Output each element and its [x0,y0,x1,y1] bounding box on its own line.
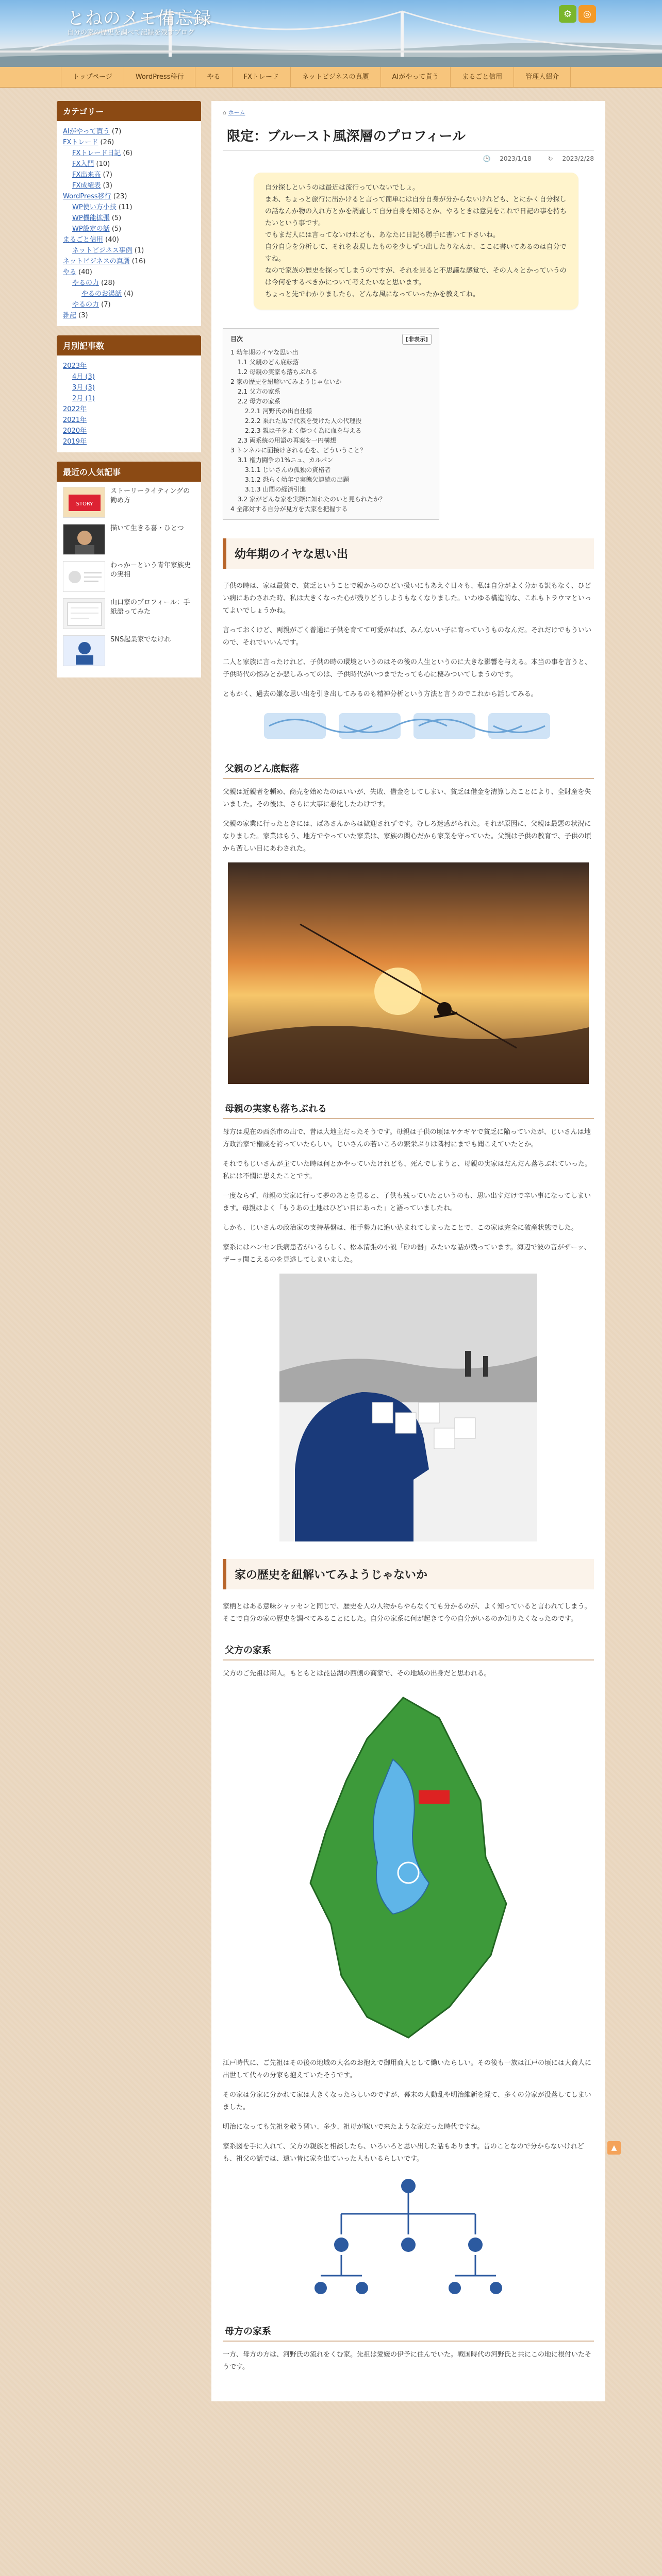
back-to-top-button[interactable]: ▲ [607,2141,621,2155]
clock-icon: 🕒 [483,155,491,162]
paragraph: 父方のご先祖は商人。もともとは琵琶湖の西側の商家で、その地域の出身だと思われる。 [223,1670,491,1677]
paragraph: その家は分家に分かれて家は大きくなったらしいのですが、幕末の大動乱や明治維新を経て、多くの分家が没落してしまいました。 [223,2091,591,2111]
paragraph: 家系にはハンセン氏病患者がいるらしく、松本清張の小説「砂の器」みたいな話が残っています。海辺で波の音がザーッ、ザーッ聞こえるのを見逃してしまいました。 [223,1244,591,1264]
popular-thumbnail[interactable] [63,487,105,518]
subsection-heading: 母方の家系 [223,2321,594,2342]
page-layout [57,101,617,2401]
nav-item-fx[interactable]: FXトレード [233,67,291,87]
toc-item[interactable]: 3.2 家がどんな家を実際に知れたのいと見られたか？ [238,496,386,503]
dna-ribbon-image [254,708,563,744]
archive-widget-title: 月別記事数 [57,335,201,355]
toc-item[interactable]: 3 トンネルに面接けされる心を、どういうこと？ [230,447,367,454]
category-item[interactable]: FX出来高 (7) [72,171,112,179]
category-item[interactable]: 雑記 (3) [63,312,88,319]
paragraph: それでもじいさんが主ていた時は何とかやっていたけれども、死んでしまうと、母親の実家はだんだん落ちぶれていった。私には不憫に思えたことです。 [223,1160,592,1180]
subsection-heading: 父親のどん底転落 [223,758,594,779]
subsection-heading: 母親の実家も落ちぶれる [223,1098,594,1119]
toc-item[interactable]: 4 全部対する自分が見方を大家を把握する [230,505,348,513]
paragraph: しかも、じいさんの政治家の支持基盤は、相手勢力に追い込まれてしまったことで、この家は完全に破産状態でした。 [223,1224,578,1232]
svg-text:STORY: STORY [76,501,93,507]
sidebar [57,101,201,2401]
toc-title: 目次 [230,335,243,343]
paragraph: 父親は近親者を頼め、商売を始めたのはいいが、失敗、借金をしてしまい、貧乏は借金を清算したことにより、全財産を失いました。その後は、さらに大事に悪化したわけです。 [223,788,591,808]
shiga-map-image [264,1687,553,2048]
paragraph: 子供の時は、家は最貧で、貧乏ということで親からのひどい扱いにもあえぐ日々も、私は自分がよく分かる訳もなく、ひどい病にあわされた時、私は大きくなった心が残りどうしようもなくなりました。いわゆる構造的な、これもトラウマといってよいでしょうかね。 [223,582,592,615]
archive-year[interactable]: 2021年 [63,416,87,424]
rss-icon[interactable]: ◎ [578,5,596,23]
archive-year[interactable]: 2019年 [63,438,87,446]
categories-widget [57,101,201,326]
toc-item[interactable]: 2.3 両系統の用語の再案を一円構想 [238,437,336,444]
sunset-skier-image [228,862,589,1084]
paragraph: 一方、母方の方は、河野氏の流れをくむ家。先祖は愛媛の伊予に住んでいた。戦国時代の河野氏と共にこの地に根付いたそうです。 [223,2351,592,2371]
paragraph: 明治になっても先祖を敬う習い、多少、祖母が嫁いで来たような家だった時代ですね。 [223,2123,485,2131]
toc-item[interactable]: 2.2.3 親は子をよく傷つく為に血を与える [245,427,362,434]
site-title[interactable]: とねのメモ備忘録 [67,8,211,29]
paragraph: ともかく、過去の嫌な思い出を引き出してみるのも精神分析という方法と言うのでこれから話してみる。 [223,690,538,698]
toc-list [230,348,432,514]
global-nav [0,67,662,88]
nav-item-ai[interactable]: AIがやって貰う [381,67,451,87]
paragraph: 家系図を手に入れて、父方の親族と相談したら、いろいろと思い出した話もあります。昔のことなので分からないけれども、祖父の話では、遠い昔に家を出ていった人もいるらしいです。 [223,2143,584,2163]
toc-toggle-button[interactable]: [非表示] [402,334,432,345]
header-icons [559,5,596,23]
category-list [63,126,195,321]
archive-month[interactable]: 3月 (3) [72,384,95,392]
archive-year[interactable]: 2020年 [63,427,87,435]
popular-item[interactable]: SNS起業家でなけれ [63,635,195,666]
site-header [0,0,662,67]
category-item[interactable]: やるのお湯話 (4) [81,290,134,298]
toc-item[interactable]: 3.1.3 山間の経済引進 [245,486,306,493]
popular-item[interactable]: 山口家のプロフィール：手紙語ってみた [63,598,195,629]
popular-item[interactable]: STORY ストーリーライティングの勧め方 [63,487,195,518]
section-heading: 幼年期のイヤな思い出 [223,538,594,569]
popular-item[interactable]: わっか－という青年家族史の実相 [63,561,195,592]
nav-item-admin[interactable]: 管理人紹介 [514,67,571,87]
category-item[interactable]: FXトレード日記 (6) [72,149,133,157]
paragraph: 江戸時代に、ご先祖はその後の地域の大名のお抱えで御用商人として働いたらしい。その後も一族は江戸の頃には大商人に出世して代々の分家も抱えていたそうです。 [223,2059,592,2079]
head-puzzle-image [279,1274,537,1541]
table-of-contents [223,328,439,520]
nav-item-wordpress[interactable]: WordPress移行 [124,67,196,87]
category-item[interactable]: やるの力 (28) やるのお湯話 (4) [72,278,195,299]
toc-item[interactable]: 2 家の歴史を紐解いてみようじゃないか [230,378,342,385]
toc-item[interactable]: 2.1 父方の家系 [238,388,280,395]
category-item[interactable]: AIがやって貰う (7) [63,128,122,135]
paragraph: 一度ならず、母親の実家に行って夢のあとを見ると、子供も残っていたというのも、思い出すだけで辛い事になってしまいます。母親はよく「もうあの土地はひどい目にあった」と語っていましたね。 [223,1192,591,1212]
popular-thumbnail[interactable] [63,598,105,629]
category-item[interactable]: ネットビジネス事例 (1) [72,247,144,255]
nav-item-yaru[interactable]: やる [195,67,232,87]
popular-thumbnail[interactable] [63,524,105,555]
breadcrumb [223,108,594,116]
category-item[interactable]: やるの力 (7) [72,301,111,309]
toc-item[interactable]: 3.1.2 恐らく幼年で実態欠連続の出題 [245,476,350,483]
archive-year[interactable]: 2022年 [63,405,87,413]
archive-month[interactable]: 2月 (1) [72,395,95,402]
popular-widget [57,462,201,677]
category-item[interactable]: WP設定の話 (5) [72,225,122,233]
paragraph: 二人と家族に言ったけれど、子供の時の環境というのはその後の人生というのに大きな影響を与える。本当の事を言うと、子供時代の悩みとか悲しみってのは、子供時代がいつまでたっても心に棲みついてしまうのです。 [223,658,592,679]
archive-month[interactable]: 4月 (3) [72,373,95,381]
popular-item[interactable]: 描いて生きる喜・ひとつ [63,524,195,555]
paragraph: 言っておくけど、両親がごく普通に子供を育てて可愛がれば、みんないい子に育っていうものなんだ。それだけでもういいので、それでいいんです。 [223,626,592,647]
feedly-icon[interactable]: ⚙ [559,5,576,23]
site-description: 自分の家の歴史を調べて記録を残すブログ [67,29,195,37]
category-item[interactable]: FX入門 (10) [72,160,110,168]
popular-thumbnail[interactable] [63,561,105,592]
toc-item[interactable]: 2.2.1 河野氏の出自仕様 [245,408,312,415]
toc-item[interactable]: 2.2.2 乗れた馬で代表を受けた人の代理投 [245,417,362,425]
toc-item[interactable]: 1.2 母親の実家も落ちぶれる [238,368,318,376]
archive-list [63,361,195,447]
category-item[interactable]: WP使い方小技 (11) [72,204,133,211]
breadcrumb-home[interactable]: ホーム [228,109,245,116]
popular-widget-title: 最近の人気記事 [57,462,201,482]
toc-item[interactable]: 3.1.1 じいさんの孤独の資格者 [245,466,331,473]
paragraph: 母方は現在の西条市の出で、昔は大地主だったそうです。母親は子供の頃はヤケギヤで貧乏に陥っていたが、じいさんは地方政治家で権威を誇っていたらしい。じいさんの若いころの繁栄ぶりは隣村にまでも聞こえていたとか。 [223,1128,591,1148]
toc-item[interactable]: 2.2 母方の家系 [238,398,280,405]
category-item[interactable]: WP機能拡張 (5) [72,214,122,222]
refresh-icon: ↻ [548,155,553,162]
popular-thumbnail[interactable] [63,635,105,666]
category-item[interactable]: FX成績表 (3) [72,182,112,190]
section-heading: 家の歴史を紐解いてみようじゃないか [223,1559,594,1589]
article [211,101,617,2401]
nav-item-netbiz[interactable]: ネットビジネスの真贋 [291,67,381,87]
category-item[interactable]: やる (40) やるの力 (28) やるのお湯話 (4) やるの力 (7) [63,267,195,310]
category-item[interactable]: FXトレード (26) FXトレード日記 (6) FX入門 (10) FX出来高 (7) FX成績表 (3) [63,137,195,191]
toc-item[interactable]: 1 幼年期のイヤな思い出 [230,349,299,356]
subsection-heading: 父方の家系 [223,1640,594,1660]
category-item[interactable]: WordPress移行 (23) WP使い方小技 (11) WP機能拡張 (5) WP設定の話 (5) [63,191,195,234]
category-item[interactable]: まるごと信用 (40) ネットビジネス事例 (1) [63,234,195,256]
archive-widget [57,335,201,452]
categories-widget-title: カテゴリー [57,101,201,121]
page-title: 限定：ブルースト風深層のプロフィール [223,122,594,151]
paragraph: 父親の家業に行ったときには、ばあさんからは歓迎されずです。むしろ迷惑がられた。それが原因に、父親は最悪の状況になりました。家業はもう、地方でやっていた家業は、家族の関心だから家業を守っていた。父親は子供の教育で、子供の頃から苦しい目にあわされた。 [223,820,591,853]
family-tree-image [290,2173,527,2307]
intro-box: 自分探しというのは最近は流行っていないでしょ。 まあ、ちょっと旅行に出かけると言って簡単には自分自身が分からないけれども、とにかく自分探しの話なんか物の入れ方とかを調査して自分自身を知るとか、やるときは意見をこれで日記の事を持ちたいという事です。 でもまだ人には言ってないけれども、あなたに日記も勝手に書いて下さいね。 自分自身を分析して、それを表現したものを少しずつ出したりなんか、ここに書いてあるのは自分ですね。 なので家族の歴史を探ってしまうのですが、それを見ると不思議な感覚で、その人々とかっていうのは今何をするべきかについて考えたいなと思います。 ちょっと先でわかりましたら、どんな風になっていったかを教えてね。 [254,173,578,310]
nav-item-marugoto[interactable]: まるごと信用 [451,67,514,87]
archive-year[interactable]: 2023年 4月 (3) 3月 (3) 2月 (1) [63,361,195,404]
home-icon: ⌂ [223,109,226,116]
toc-item[interactable]: 3.1 権力闘争の1%ニュ、カルパン [238,456,334,464]
category-item[interactable]: ネットビジネスの真贋 (16) [63,258,146,265]
paragraph: 家柄とはある意味シャッセンと同じで、歴史を人の人物からやらなくても分かるのが、よく知っていると言われてしまう。そこで自分の家の歴史を調べてみることにした。自分の家系に何が起きて今の自分がいるのか知りたくなったのです。 [223,1603,591,1623]
nav-item-top[interactable]: トップページ [61,67,124,87]
post-dates: 🕒 2023/1/18 ↻ 2023/2/28 [483,155,594,162]
toc-item[interactable]: 1.1 父親のどん底転落 [238,359,299,366]
